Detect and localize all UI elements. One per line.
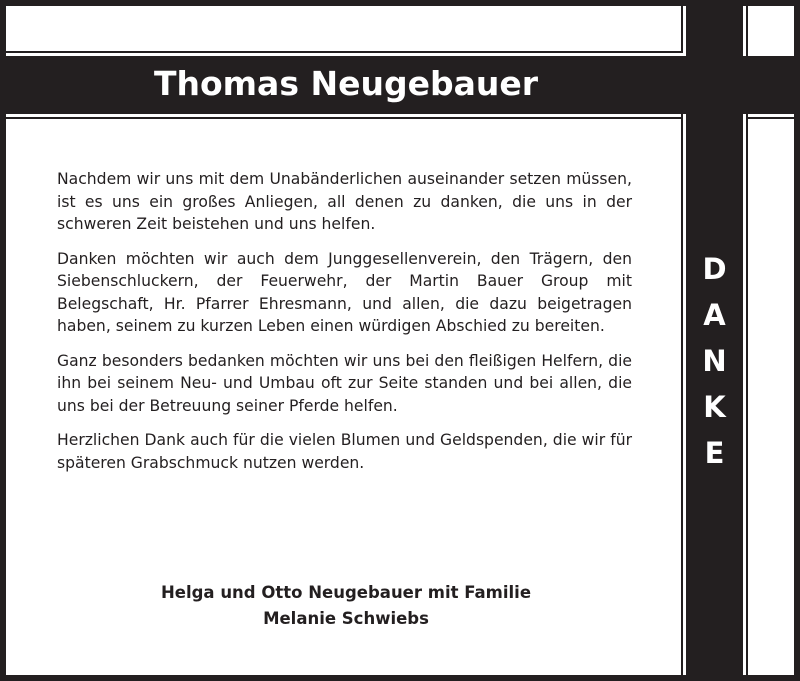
danke-letter: E (704, 436, 725, 470)
danke-vertical-label (686, 246, 743, 476)
paragraph: Ganz besonders bedanken möchten wir uns bei den fleißigen Helfern, die ihn bei seinem Neu- und Umbau oft zur Seite standen und bei allen, die uns bei der Betreuung seiner Pferde helfen. (57, 351, 632, 415)
bottom-right-panel (743, 114, 794, 675)
danke-letter: D (702, 252, 727, 286)
top-left-panel (6, 6, 686, 56)
danke-letter: A (703, 298, 726, 332)
deceased-name-title: Thomas Neugebauer (154, 64, 538, 103)
signature-line: Melanie Schwiebs (263, 609, 429, 628)
top-right-panel (743, 6, 794, 56)
danke-letter: N (702, 344, 727, 378)
paragraph: Nachdem wir uns mit dem Unabänderlichen auseinander setzen müssen, ist es uns ein großes Anliegen, all denen zu danken, die uns in der schweren Zeit beistehen und uns helfen. (57, 170, 632, 233)
signature-line: Helga und Otto Neugebauer mit Familie (160, 583, 532, 602)
danke-letter: K (703, 390, 726, 424)
message-body (57, 168, 632, 486)
signature (6, 580, 686, 632)
paragraph: Danken möchten wir auch dem Junggesellenverein, den Trägern, den Siebenschluckern, der Feuerwehr, der Martin Bauer Group mit Belegschaft, Hr. Pfarrer Ehresmann, und allen, die dazu beigetragen haben, seinem zu kurzen Leben einen würdigen Abschied zu bereiten. (57, 249, 632, 335)
paragraph: Herzlichen Dank auch für die vielen Blumen und Geldspenden, die wir für späteren Grabschmuck nutzen werden. (57, 431, 632, 472)
